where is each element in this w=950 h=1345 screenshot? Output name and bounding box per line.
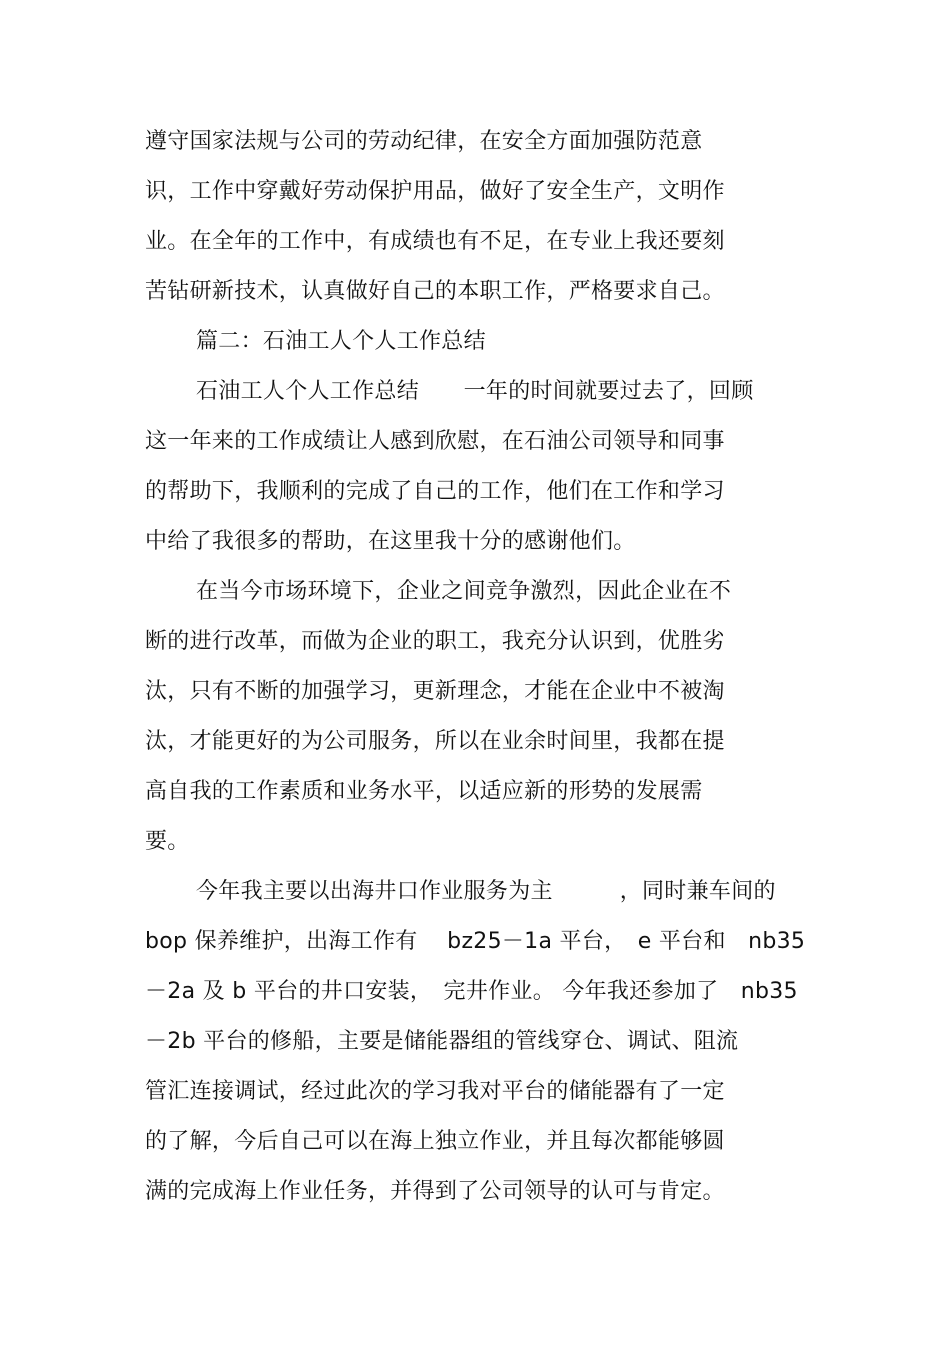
text-line: 今年我主要以出海井口作业服务为主 ，同时兼车间的	[196, 879, 776, 904]
text-line: 高自我的工作素质和业务水平，以适应新的形势的发展需	[145, 779, 703, 804]
text-line: 苦钻研新技术，认真做好自己的本职工作，严格要求自己。	[145, 279, 725, 304]
text-line: 识，工作中穿戴好劳动保护用品，做好了安全生产，文明作	[145, 179, 725, 204]
text-line: －2a 及 b 平台的井口安装， 完井作业。 今年我还参加了 nb35	[145, 979, 798, 1004]
text-line: 石油工人个人工作总结 一年的时间就要过去了，回顾	[196, 379, 754, 404]
text-line: bop 保养维护，出海工作有 bz25－1a 平台， e 平台和 nb35	[145, 929, 806, 954]
text-line: 汰，才能更好的为公司服务，所以在业余时间里，我都在提	[145, 729, 725, 754]
text-line: 管汇连接调试，经过此次的学习我对平台的储能器有了一定	[145, 1079, 725, 1104]
text-line: 断的进行改革，而做为企业的职工，我充分认识到，优胜劣	[145, 629, 725, 654]
text-line: 满的完成海上作业任务，并得到了公司领导的认可与肯定。	[145, 1179, 725, 1204]
text-line: －2b 平台的修船，主要是储能器组的管线穿仓、调试、阻流	[145, 1029, 739, 1054]
text-line: 要。	[145, 829, 190, 854]
text-line: 汰，只有不断的加强学习，更新理念，才能在企业中不被淘	[145, 679, 725, 704]
text-line: 这一年来的工作成绩让人感到欣慰，在石油公司领导和同事	[145, 429, 725, 454]
text-line: 业。在全年的工作中，有成绩也有不足，在专业上我还要刻	[145, 229, 725, 254]
text-line: 在当今市场环境下，企业之间竞争激烈，因此企业在不	[196, 579, 732, 604]
text-line: 的了解，今后自己可以在海上独立作业，并且每次都能够圆	[145, 1129, 725, 1154]
text-line: 中给了我很多的帮助，在这里我十分的感谢他们。	[145, 529, 636, 554]
text-line: 的帮助下，我顺利的完成了自己的工作，他们在工作和学习	[145, 479, 725, 504]
text-line: 遵守国家法规与公司的劳动纪律，在安全方面加强防范意	[145, 129, 703, 154]
section-heading: 篇二：石油工人个人工作总结	[196, 329, 486, 354]
